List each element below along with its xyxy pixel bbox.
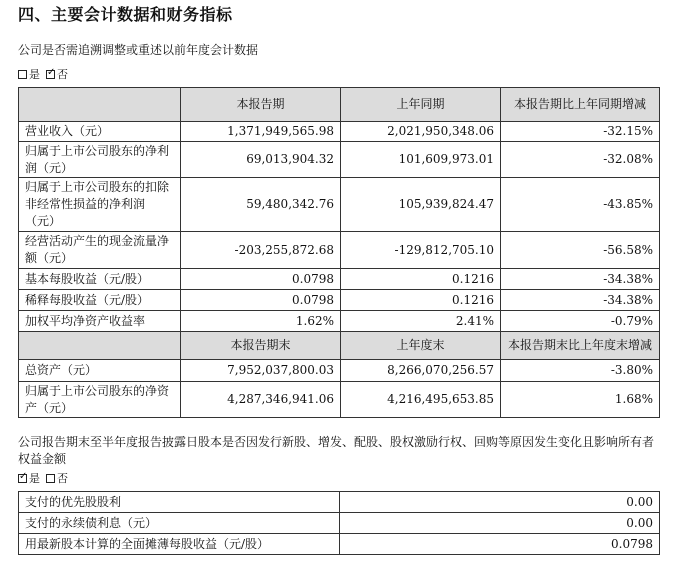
table-row xyxy=(19,360,660,382)
header-prior-period: 上年同期 xyxy=(341,88,501,122)
row-label: 加权平均净资产收益率 xyxy=(19,311,181,332)
current-value: 0.0798 xyxy=(181,290,341,311)
share-change-yes-label: 是 xyxy=(29,472,40,485)
prior-value: 0.1216 xyxy=(341,290,501,311)
share-change-question: 公司报告期末至半年度报告披露日股本是否因发行新股、增发、配股、股权激励行权、回购等原因发生变化且影响所有者权益金额 xyxy=(18,435,655,466)
header-period-end-change: 本报告期末比上年度末增减 xyxy=(501,332,660,360)
prior-value: 101,609,973.01 xyxy=(341,142,501,178)
table-row xyxy=(19,311,660,332)
restate-no-checkbox[interactable] xyxy=(46,70,55,79)
change-value: -43.85% xyxy=(501,178,660,232)
prior-value: -129,812,705.10 xyxy=(341,232,501,269)
table-header-row xyxy=(19,332,660,360)
header-period-change: 本报告期比上年同期增减 xyxy=(501,88,660,122)
restate-question: 公司是否需追溯调整或重述以前年度会计数据 xyxy=(18,43,259,57)
prior-value: 4,216,495,653.85 xyxy=(341,382,501,418)
table-row xyxy=(19,122,660,142)
section-title: 四、主要会计数据和财务指标 xyxy=(18,5,233,24)
restate-yes-checkbox[interactable] xyxy=(18,70,27,79)
share-change-no-checkbox[interactable] xyxy=(46,474,55,483)
current-value: 1,371,949,565.98 xyxy=(181,122,341,142)
header-current-period: 本报告期 xyxy=(181,88,341,122)
table-row xyxy=(19,290,660,311)
current-value: 69,013,904.32 xyxy=(181,142,341,178)
restate-options xyxy=(18,66,68,82)
table-header-row xyxy=(19,88,660,122)
row-label: 基本每股收益（元/股） xyxy=(19,269,181,290)
share-change-options xyxy=(18,470,68,486)
prior-value: 105,939,824.47 xyxy=(341,178,501,232)
table-row xyxy=(19,269,660,290)
row-label: 归属于上市公司股东的净资产（元） xyxy=(19,382,181,418)
share-change-yes-checkbox[interactable] xyxy=(18,474,27,483)
share-change-no-label: 否 xyxy=(57,472,68,485)
change-value: -56.58% xyxy=(501,232,660,269)
change-value: -32.08% xyxy=(501,142,660,178)
table-row xyxy=(19,178,660,232)
table-row xyxy=(19,534,660,555)
current-value: 0.0798 xyxy=(181,269,341,290)
row-value: 0.0798 xyxy=(340,534,660,555)
change-value: -0.79% xyxy=(501,311,660,332)
row-label: 支付的永续债利息（元） xyxy=(19,513,340,534)
prior-value: 2.41% xyxy=(341,311,501,332)
prior-value: 0.1216 xyxy=(341,269,501,290)
row-value: 0.00 xyxy=(340,492,660,513)
row-label: 稀释每股收益（元/股） xyxy=(19,290,181,311)
row-label: 归属于上市公司股东的扣除非经常性损益的净利润（元） xyxy=(19,178,181,232)
row-label: 用最新股本计算的全面摊薄每股收益（元/股） xyxy=(19,534,340,555)
current-value: -203,255,872.68 xyxy=(181,232,341,269)
table-row xyxy=(19,492,660,513)
preferred-dividend-table xyxy=(18,491,660,555)
key-financial-data-table xyxy=(18,87,660,418)
row-label: 经营活动产生的现金流量净额（元） xyxy=(19,232,181,269)
header-period-end: 本报告期末 xyxy=(181,332,341,360)
prior-value: 2,021,950,348.06 xyxy=(341,122,501,142)
row-label: 归属于上市公司股东的净利润（元） xyxy=(19,142,181,178)
header-prior-year-end: 上年度末 xyxy=(341,332,501,360)
restate-yes-label: 是 xyxy=(29,68,40,81)
change-value: -34.38% xyxy=(501,290,660,311)
change-value: -34.38% xyxy=(501,269,660,290)
current-value: 1.62% xyxy=(181,311,341,332)
header-blank-cell xyxy=(19,332,181,360)
header-blank-cell xyxy=(19,88,181,122)
table-row xyxy=(19,513,660,534)
row-label: 总资产（元） xyxy=(19,360,181,382)
current-value: 59,480,342.76 xyxy=(181,178,341,232)
row-label: 支付的优先股股利 xyxy=(19,492,340,513)
row-value: 0.00 xyxy=(340,513,660,534)
change-value: -3.80% xyxy=(501,360,660,382)
change-value: 1.68% xyxy=(501,382,660,418)
current-value: 7,952,037,800.03 xyxy=(181,360,341,382)
table-row xyxy=(19,142,660,178)
row-label: 营业收入（元） xyxy=(19,122,181,142)
current-value: 4,287,346,941.06 xyxy=(181,382,341,418)
table-row xyxy=(19,232,660,269)
change-value: -32.15% xyxy=(501,122,660,142)
table-row xyxy=(19,382,660,418)
restate-no-label: 否 xyxy=(57,68,68,81)
prior-value: 8,266,070,256.57 xyxy=(341,360,501,382)
